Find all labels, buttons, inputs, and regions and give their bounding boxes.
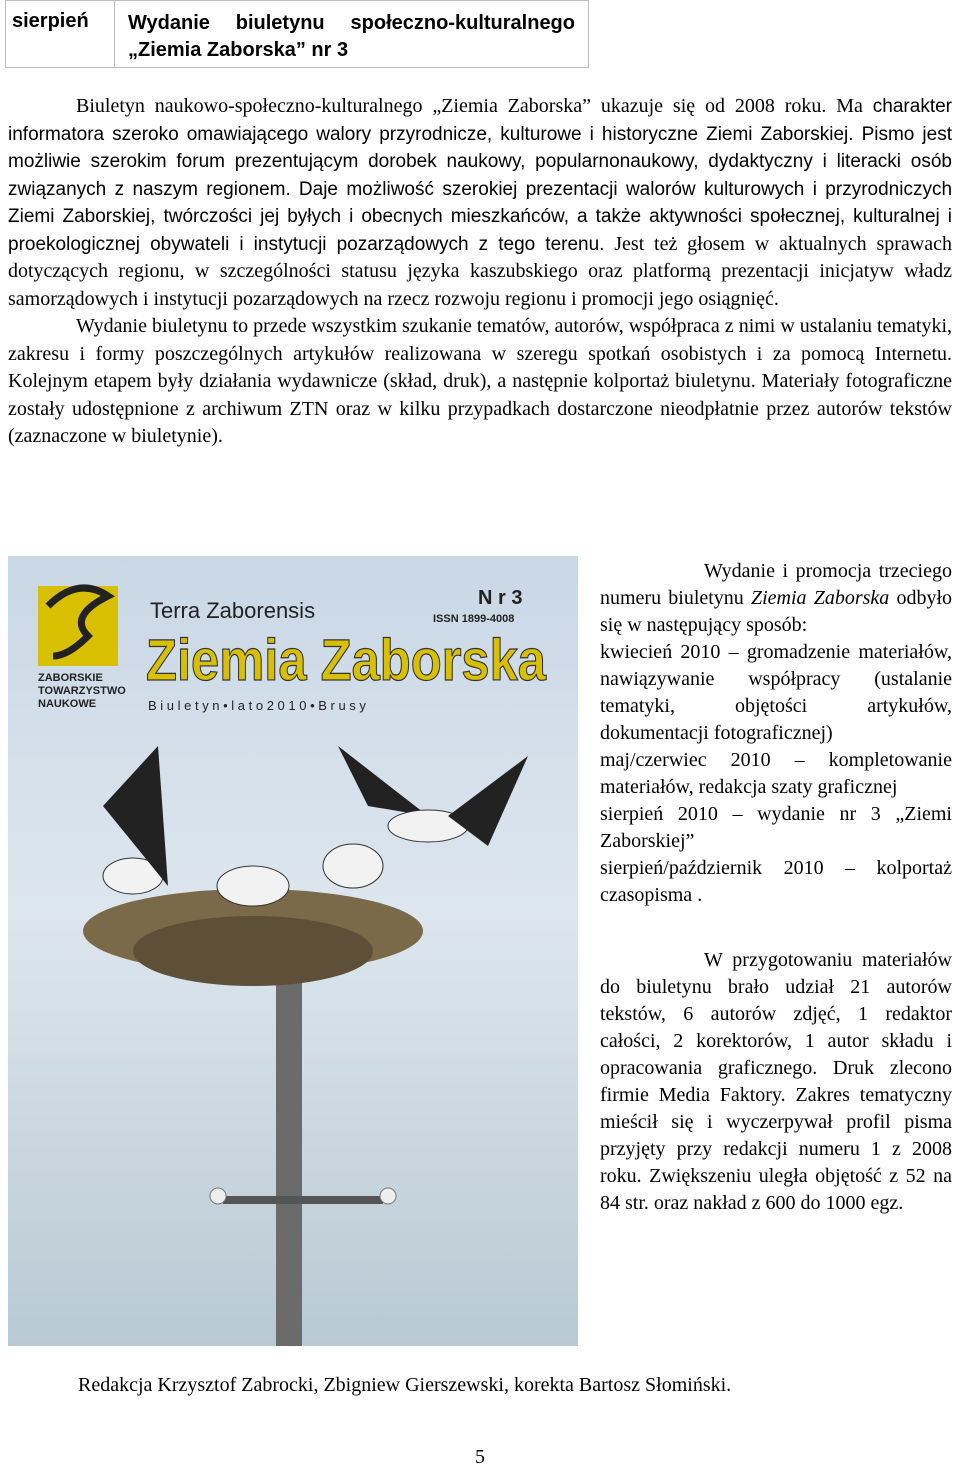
intro-paragraph-2: Wydanie biuletynu to przede wszystkim szukanie tematów, autorów, współpraca z nimi w ustalaniu tematyki, zakresu i formy poszczególnych artykułów realizowana w szeregu spotkań osobistych i za pomocą Internetu. Kolejnym etapem były działania wydawnicze (skład, druk), a następnie kolportaż biuletynu. Materiały fotograficzne zostały udostępnione z archiwum ZTN oraz w kilku przypadkach dostarczone nieodpłatnie przez autorów tekstów (zaznaczone w biuletynie). <box>8 315 952 447</box>
header-title <box>115 1 588 67</box>
side-p1-b: odbyło się w następujący sposób: <box>600 587 953 636</box>
publisher-line-3: NAUKOWE <box>38 698 97 710</box>
side-paragraph-3: maj/czerwiec 2010 – kompletowanie materiałów, redakcja szaty graficznej <box>600 749 952 798</box>
intro-p1-d: Jest też głosem w aktualnych sprawach dotyczących regionu, w szczególności statusu języka kaszubskiego oraz platformą prezentacji inicjatyw władz samorządowych i instytucji pozarządowych na rzecz rozwoju regionu i promocji jego osiągnięć. <box>8 232 952 310</box>
intro-p1-c: Daje możliwość szerokiej prezentacji walorów kulturowych i przyrodniczych Ziemi Zaborskiej, twórczości jej byłych i obecnych mieszkańców, a także aktywności społecznej, kulturalnej i proekologicznej obywateli i instytucji pozarządowych z tego terenu. <box>8 178 953 255</box>
intro-text <box>8 93 952 451</box>
header-title-line2: „Ziemia Zaborska” nr 3 <box>128 39 349 61</box>
pole <box>276 976 302 1346</box>
stork-center <box>217 866 289 906</box>
crossbar <box>223 1196 383 1204</box>
cover-series: Terra Zaborensis <box>150 598 316 623</box>
side-paragraph-6: W przygotowaniu materiałów do biuletynu brało udział 21 autorów tekstów, 6 autorów zdjęć, 1 redaktor całości, 2 korektorów, 1 autor składu i opracowania graficznego. Druk zlecono firmie Media Faktory. Zakres tematyczny mieścił się i wyczerpywał profil pisma przyjęty przy redakcji numeru 1 z 2008 roku. Zwiększeniu uległa objętość z 52 na 84 str. oraz nakład z 600 do 1000 egz. <box>600 949 952 1214</box>
intro-p1-a: Biuletyn naukowo-społeczno-kulturalnego „Ziemia Zaborska” ukazuje się od 2008 roku. Ma <box>76 95 863 117</box>
nest-bottom <box>133 916 373 986</box>
page-number: 5 <box>475 1446 485 1468</box>
side-paragraph-1 <box>600 558 952 639</box>
cover-subtitle: B i u l e t y n • l a t o 2 0 1 0 • B r u s y <box>148 698 366 713</box>
cover-issue: N r 3 <box>478 587 523 609</box>
credits: Redakcja Krzysztof Zabrocki, Zbigniew Gierszewski, korekta Bartosz Słomiński. <box>78 1374 732 1396</box>
header-table <box>5 0 589 68</box>
side-p1-italic: Ziemia Zaborska <box>750 587 890 609</box>
side-paragraph-4: sierpień 2010 – wydanie nr 3 „Ziemi Zaborskiej” <box>600 803 952 852</box>
side-p1-a: Wydanie i promocja trzeciego numeru biuletynu <box>600 560 952 609</box>
spacer <box>600 909 952 947</box>
cover-illustration <box>8 556 578 1346</box>
cover-title: Ziemia Zaborska <box>146 628 547 693</box>
header-title-line1: Wydanie biuletynu społeczno-kulturalnego <box>128 12 575 34</box>
stork-right <box>323 844 383 888</box>
cover-image <box>8 556 578 1346</box>
side-paragraph-2: kwiecień 2010 – gromadzenie materiałów, nawiązywanie współpracy (ustalanie tematyki, objętości artykułów, dokumentacji fotograficznej) <box>600 641 952 744</box>
intro-paragraph-1 <box>8 93 952 313</box>
side-text <box>600 558 952 1217</box>
side-paragraph-5: sierpień/październik 2010 – kolportaż czasopisma . <box>600 857 952 906</box>
insulator <box>380 1188 396 1204</box>
publisher-line-2: TOWARZYSTWO <box>38 685 126 697</box>
insulator <box>210 1188 226 1204</box>
publisher-line-1: ZABORSKIE <box>38 672 103 684</box>
header-month: sierpień <box>6 1 115 67</box>
intro-p1-b: charakter informatora szeroko omawiającego walory przyrodnicze, kulturowe i historyczne Ziemi Zaborskiej. Pismo jest możliwie szerokim forum prezentującym dorobek naukowy, popularnonaukowy, dydaktyczny i literacki osób związanych z naszym regionem. <box>8 96 952 200</box>
stork-flying-wing <box>338 746 428 816</box>
cover-issn: ISSN 1899-4008 <box>433 613 515 625</box>
